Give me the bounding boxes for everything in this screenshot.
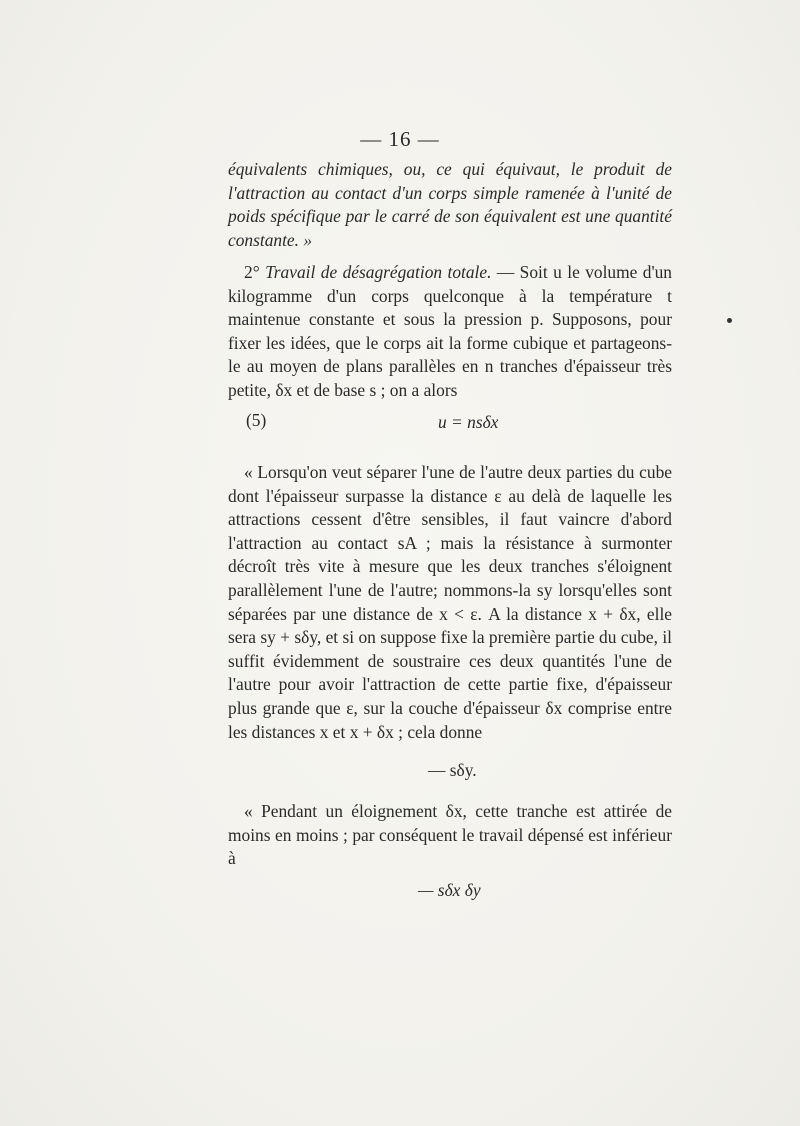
equation-5: u = nsδx <box>438 412 499 432</box>
section-heading: Travail de désagrégation totale. <box>265 262 492 282</box>
page-number: — 16 — <box>360 127 440 151</box>
paragraph-body: — Soit u le volume d'un kilogramme d'un corps quelconque à la température t maintenue constante et sous la pression p. Supposons, pour fixer les idées, que le corps ait la forme cubique et partageons-le au moyen de plans parallèles en n tranches d'épaisseur très petite, δx et de base s ; on a alors <box>228 262 673 400</box>
margin-dot <box>727 318 732 323</box>
equation-minus-sdy: — sδy. <box>428 760 477 780</box>
equation-minus-sdxdy: — sδx δy <box>418 880 481 900</box>
paragraph-desagregation <box>228 261 672 403</box>
equation-number: (5) <box>246 410 267 430</box>
paragraph-attraction: « Lorsqu'on veut séparer l'une de l'autre deux parties du cube dont l'épaisseur surpasse la distance ε au delà de laquelle les attractions cessent d'être sensibles, il faut vaincre d'abord l'attraction au contact sA ; mais la résistance à surmonter décroît très vite à mesure que les deux tranches s'éloignent parallèlement l'une de l'autre; nommons-la sy lorsqu'elles sont séparées par une distance de x < ε. A la distance x + δx, elle sera sy + sδy, et si on suppose fixe la première partie du cube, il suffit évidemment de soustraire ces deux quantités l'une de l'autre pour avoir l'attraction de cette partie fixe, d'épaisseur plus grande que ε, sur la couche d'épaisseur δx comprise entre les distances x et x + δx ; cela donne <box>228 462 672 742</box>
paragraph-eloignement: « Pendant un éloignement δx, cette tranche est attirée de moins en moins ; par conséquent le travail dépensé est inférieur à <box>228 801 672 869</box>
paragraph-lead: 2° <box>244 262 266 282</box>
paragraph-quote-end: équivalents chimiques, ou, ce qui équivaut, le produit de l'attraction au contact d'un corps simple ramenée à l'unité de poids spécifique par le carré de son équivalent est une quantité constante. » <box>228 159 672 250</box>
